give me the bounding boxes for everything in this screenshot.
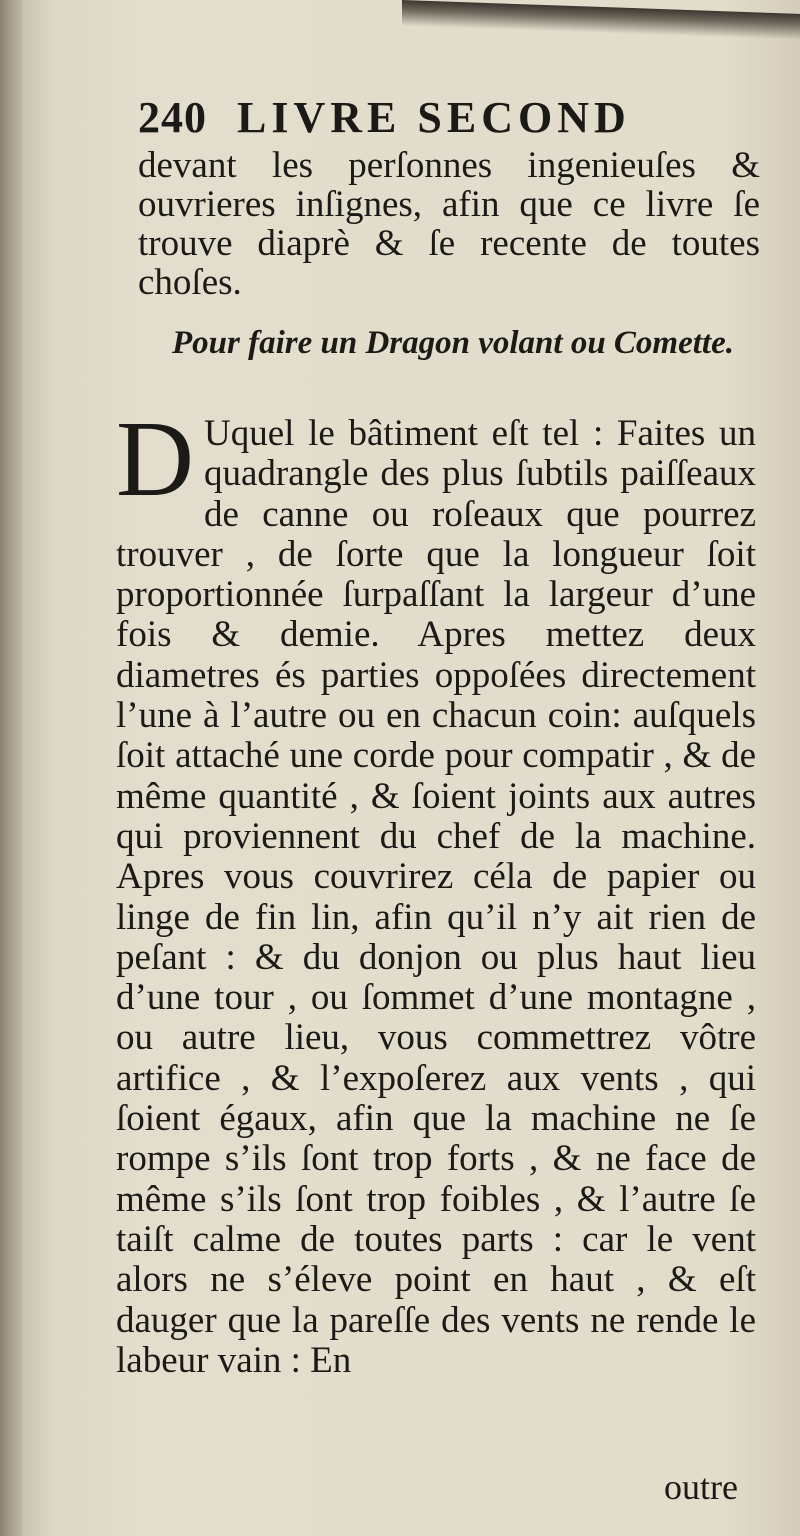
intro-paragraph: devant les perſonnes ingenieuſes & ouvrieres inſignes, afin que ce livre ſe trouve diaprè & ſe recente de toutes choſes. (138, 145, 760, 303)
book-gutter (0, 0, 22, 1536)
body-text: Uquel le bâtiment eſt tel : Faites un quadrangle des plus ſubtils paiſſeaux de canne ou roſeaux que pourrez trouver , de ſorte que la longueur ſoit proportionnée ſurpaſſant la largeur d’une fois & demie. Apres mettez deux diametres és parties oppoſées directement l’une à l’autre ou en chacun coin: auſquels ſoit attaché une corde pour compatir , & de même quantité , & ſoient joints aux autres qui proviennent du chef de la machine. Apres vous couvrirez céla de papier ou linge de fin lin, afin qu’il n’y ait rien de peſant : & du donjon ou plus haut lieu d’une tour , ou ſommet d’une montagne , ou autre lieu, vous commettrez vôtre artifice , & l’expoſerez aux vents , qui ſoient égaux, afin que la machine ne ſe rompe s’ils ſont trop forts , & ne face de même s’ils ſont trop foibles , & l’autre ſe taiſt calme de toutes parts : car le vent alors ne s’éleve point en haut , & eſt dauger que la pareſſe des vents ne rende le labeur vain : En (116, 413, 756, 1381)
body-paragraph (116, 400, 756, 1381)
drop-cap: D (116, 400, 194, 519)
page-header (138, 92, 631, 143)
running-title: LIVRE SECOND (237, 93, 631, 142)
catchword: outre (664, 1467, 738, 1507)
page-shadow (402, 0, 800, 41)
page-number: 240 (138, 93, 207, 142)
section-heading: Pour faire un Dragon volant ou Comette. (172, 325, 734, 361)
